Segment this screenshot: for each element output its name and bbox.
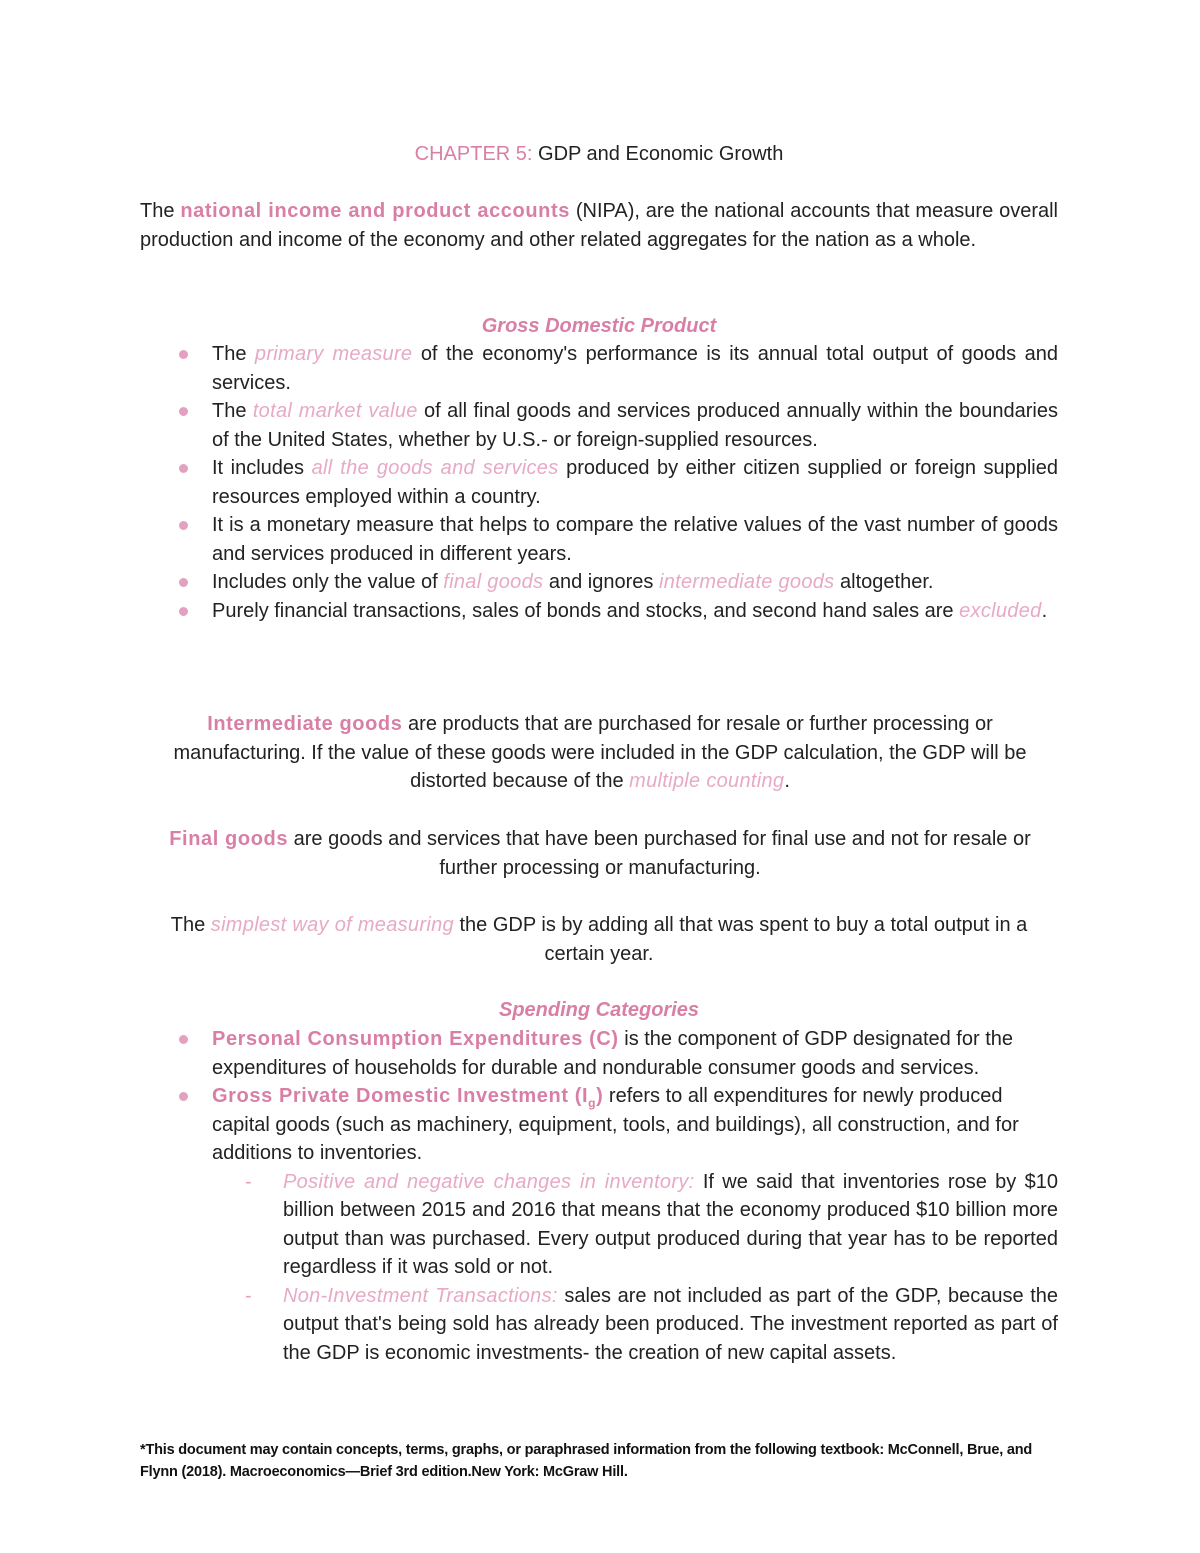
chapter-label: CHAPTER 5: bbox=[414, 143, 533, 165]
intermediate-text: are products that are purchased for resale or further processing or manufacturing. If the value of these goods were included in the GDP calculation, the GDP will be distorted because of the bbox=[173, 713, 1027, 792]
bullet-text: Purely financial transactions, sales of bonds and stocks, and second hand sales are bbox=[212, 599, 960, 622]
gdp-heading-text: Gross Domestic Product bbox=[481, 315, 717, 337]
bullet-text: of all final goods and services produced annually within the boundaries of the United States, whether by U.S.- or foreign-supplied resources. bbox=[212, 400, 1058, 451]
simplest-emphasis: simplest way of measuring bbox=[210, 914, 454, 936]
bullet-text: The bbox=[212, 400, 253, 422]
bullet-emphasis: total market value bbox=[252, 400, 418, 422]
investment-subscript: g bbox=[588, 1096, 597, 1110]
chapter-title bbox=[140, 140, 1058, 169]
bullet-icon bbox=[179, 607, 188, 616]
inventory-text: If we said that inventories rose by $10 billion between 2015 and 2016 that means that the economy produced $10 billion more output than was purchased. Every output produced during that year has to be reported regardless if it was sold or not. bbox=[283, 1170, 1058, 1278]
bullet-emphasis: all the goods and services bbox=[311, 457, 559, 479]
bullet-icon bbox=[179, 407, 188, 416]
spending-list bbox=[140, 1025, 1058, 1367]
final-goods-paragraph bbox=[145, 825, 1055, 882]
intermediate-text-end: . bbox=[784, 770, 790, 792]
consumption-text: is the component of GDP designated for the expenditures of households for durable and nondurable consumer goods and services. bbox=[212, 1028, 1014, 1079]
list-item-investment bbox=[140, 1082, 1058, 1168]
bullet-emphasis: final goods bbox=[443, 571, 544, 593]
dash-icon: - bbox=[245, 1170, 252, 1193]
bullet-text: and ignores bbox=[543, 571, 659, 593]
gdp-heading bbox=[140, 312, 1058, 341]
bullet-text: It is a monetary measure that helps to compare the relative values of the vast number of goods and services produced in different years. bbox=[212, 514, 1058, 565]
intermediate-goods-paragraph bbox=[150, 710, 1050, 796]
simplest-text-2: the GDP is by adding all that was spent to buy a total output in a certain year. bbox=[453, 914, 1028, 965]
consumption-term: Personal Consumption Expenditures (C) bbox=[212, 1028, 619, 1050]
investment-text: refers to all expenditures for newly produced capital goods (such as machinery, equipment, tools, and buildings), all construction, and for additions to inventories. bbox=[212, 1085, 1019, 1164]
bullet-icon bbox=[179, 464, 188, 473]
investment-term-end: ) bbox=[596, 1085, 604, 1107]
sub-list-item bbox=[140, 1168, 1058, 1282]
bullet-icon bbox=[179, 350, 188, 359]
simplest-text-1: The bbox=[170, 914, 211, 936]
investment-term-text: Gross Private Domestic Investment (I bbox=[212, 1085, 589, 1107]
bullet-icon bbox=[179, 1092, 188, 1101]
list-item bbox=[140, 597, 1058, 626]
final-goods-text: are goods and services that have been purchased for final use and not for resale or further processing or manufacturing. bbox=[288, 828, 1031, 879]
intro-text-1: The bbox=[140, 200, 181, 222]
multiple-counting-emphasis: multiple counting bbox=[629, 770, 785, 792]
bullet-icon bbox=[179, 1035, 188, 1044]
dash-icon: - bbox=[245, 1284, 252, 1307]
non-investment-text: sales are not included as part of the GDP, because the output that's being sold has already been produced. The investment reported as part of the GDP is economic investments- the creation of new capital assets. bbox=[283, 1284, 1058, 1364]
bullet-text: . bbox=[1041, 599, 1048, 622]
intermediate-goods-term: Intermediate goods bbox=[207, 713, 403, 735]
bullet-text: The bbox=[212, 343, 255, 365]
bullet-text: produced by either citizen supplied or foreign supplied resources employed within a country. bbox=[212, 457, 1058, 508]
gdp-bullet-list bbox=[140, 340, 1058, 625]
investment-term bbox=[212, 1085, 604, 1110]
list-item bbox=[140, 454, 1058, 511]
list-item bbox=[140, 568, 1058, 597]
inventory-emphasis: Positive and negative changes in inventory: bbox=[283, 1170, 695, 1193]
bullet-text: It includes bbox=[212, 457, 312, 479]
nipa-term: national income and product accounts bbox=[180, 200, 570, 222]
list-item bbox=[140, 511, 1058, 568]
bullet-icon bbox=[179, 521, 188, 530]
list-item-consumption bbox=[140, 1025, 1058, 1082]
spending-heading-text: Spending Categories bbox=[498, 999, 700, 1021]
list-item bbox=[140, 340, 1058, 397]
bullet-text: Includes only the value of bbox=[212, 571, 444, 593]
bullet-icon bbox=[179, 578, 188, 587]
footnote: *This document may contain concepts, terms, graphs, or paraphrased information from the following textbook: McConnell, Brue, and Flynn (2018). Macroeconomics—Brief 3rd edition.New York: McGraw Hill. bbox=[140, 1442, 1033, 1480]
intro-text-2: (NIPA), are the national accounts that measure overall production and income of the economy and other related aggregates for the nation as a whole. bbox=[140, 200, 1058, 251]
spending-heading bbox=[140, 996, 1058, 1025]
bullet-emphasis: excluded bbox=[959, 599, 1042, 622]
simplest-paragraph bbox=[140, 911, 1058, 968]
final-goods-term: Final goods bbox=[169, 828, 289, 850]
list-item bbox=[140, 397, 1058, 454]
bullet-text: altogether. bbox=[834, 571, 934, 593]
bullet-text: of the economy's performance is its annual total output of goods and services. bbox=[212, 343, 1058, 394]
chapter-name: GDP and Economic Growth bbox=[532, 143, 784, 165]
bullet-emphasis: intermediate goods bbox=[658, 571, 835, 593]
intro-paragraph bbox=[140, 197, 1058, 254]
bullet-emphasis: primary measure bbox=[254, 343, 413, 365]
non-investment-emphasis: Non-Investment Transactions: bbox=[283, 1284, 558, 1307]
sub-list-item bbox=[140, 1282, 1058, 1368]
